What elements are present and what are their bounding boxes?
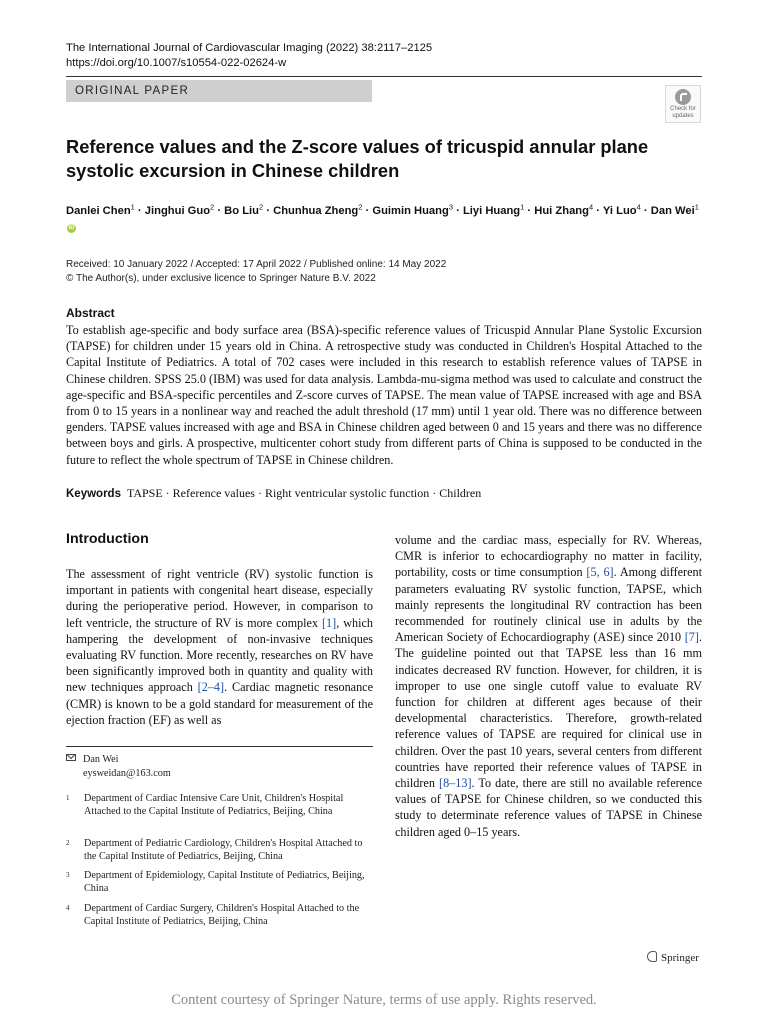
- keywords: [66, 485, 702, 502]
- paper-title: Reference values and the Z-score values of tricuspid annular plane systolic excursion in Chinese children: [66, 136, 649, 181]
- abstract-heading: Abstract: [66, 306, 115, 320]
- springer-horse-icon: [647, 951, 657, 962]
- corresponding-author: [66, 753, 171, 781]
- citation-link[interactable]: [7]: [684, 630, 699, 645]
- author-name[interactable]: Danlei Chen: [66, 205, 131, 217]
- author-list: Danlei Chen$^1$ · Jinghui Guo$^2$ · Bo Liu$^2$ · Chunhua Zheng$^2$ · Guimin Huang$^3$ · Liyi Huang$^1$ · Hui Zhang$^4$ · Yi Luo$^4$ · Dan Wei$^1$iD: [66, 202, 699, 231]
- author-affiliation-marker: 2: [210, 202, 215, 212]
- author-name[interactable]: Yi Luo: [602, 205, 637, 217]
- footnote-divider: [66, 746, 373, 747]
- citation-link[interactable]: [8–13]: [439, 776, 472, 791]
- keywords-label: Keywords: [66, 488, 121, 500]
- author-affiliation-marker: 2: [358, 202, 363, 212]
- citation-link[interactable]: [1]: [322, 615, 337, 630]
- journal-citation: The International Journal of Cardiovascular Imaging (2022) 38:2117–2125: [66, 42, 433, 54]
- envelope-icon: [66, 754, 76, 761]
- author-name[interactable]: Dan Wei: [650, 205, 695, 217]
- author-affiliation-marker: 4: [588, 202, 594, 212]
- author-affiliation-marker: 1: [520, 202, 525, 212]
- author-name[interactable]: Jinghui Guo: [144, 205, 211, 217]
- affiliation-number: 4: [66, 904, 70, 912]
- body-text: . To date, there are still no available reference values of TAPSE for Chinese children, so we conducted this study to determinate reference values of TAPSE in Chinese children aged 0–15 years.: [395, 776, 702, 839]
- author-affiliation-marker: 2: [258, 202, 264, 212]
- doi-link[interactable]: https://doi.org/10.1007/s10554-022-02624-w: [66, 56, 287, 69]
- author-name[interactable]: Hui Zhang: [534, 205, 589, 217]
- publisher-name: Springer: [661, 952, 699, 964]
- author-affiliation-marker: 1: [694, 202, 699, 212]
- author-name[interactable]: Bo Liu: [224, 205, 259, 217]
- courtesy-notice: Content courtesy of Springer Nature, terms of use apply. Rights reserved.: [171, 992, 597, 1008]
- affiliation-number: 3: [66, 871, 70, 879]
- body-text: . Cardiac magnetic resonance (CMR) is known to be a gold standard for measurement of the ejection fraction (EF) as well as: [66, 680, 373, 727]
- citation-link[interactable]: [5, 6]: [586, 565, 614, 580]
- check-for-updates-label: Check for updates: [670, 106, 696, 119]
- abstract-text: To establish age-specific and body surface area (BSA)-specific reference values of Tricuspid Annular Plane Systolic Excursion (TAPSE) for children under 15 years old in China. A retrospective study was conducted in Children's Hospital Attached to the Capital Institute of Pediatrics. A total of 702 cases were included in this research to establish reference values of TAPSE in Chinese children. SPSS 25.0 (IBM) was used for data analysis. Lambda-mu-sigma method was used to calculate and construct the age-specific and BSA-specific percentiles and Z-score curves of TAPSE. The mean value of TAPSE increased with age and BSA from 0 to 15 years in a nonlinear way and reached the adult threshold (17 mm) until 1 year old. There was no difference between genders. TAPSE values increased with age and BSA in Chinese children aged between 0 and 15 years and there was no difference between boys and girls. A prospective, multicenter cohort study from different parts of China is supposed to be conducted in the future to reflect the whole spectrum of TAPSE in Chinese children.: [66, 323, 702, 467]
- orcid-icon[interactable]: iD: [68, 225, 75, 231]
- affiliation-text: Department of Pediatric Cardiology, Children's Hospital Attached to the Capital Institute of Pediatrics, Beijing, China: [84, 838, 363, 862]
- body-text: The assessment of right ventricle (RV) systolic function is important in patients with congenital heart disease, especially during the perioperative period. However, in comparison to left ventricle, the structure of RV is more complex: [66, 567, 373, 630]
- author-name[interactable]: Liyi Huang: [462, 205, 521, 217]
- keywords-text: TAPSE · Reference values · Right ventricular systolic function · Children: [126, 486, 482, 500]
- article-type-banner: ORIGINAL PAPER: [66, 80, 372, 102]
- copyright-line: © The Author(s), under exclusive licence to Springer Nature B.V. 2022: [66, 272, 376, 284]
- body-text: volume and the cardiac mass, especially for RV. Whereas, CMR is inferior to echocardiography no matter in facility, portability, costs or time consumption: [395, 533, 702, 580]
- author-affiliation-marker: 3: [448, 202, 453, 212]
- affiliation-number: 2: [66, 839, 70, 847]
- corresponding-name: Dan Wei: [83, 754, 119, 765]
- corresponding-email[interactable]: eysweidan@163.com: [83, 768, 171, 779]
- author-name[interactable]: Guimin Huang: [372, 205, 449, 217]
- body-text: , which hampering the development of non-invasive techniques evaluating RV function. More recently, researches on RV have been significantly improved both in quantity and quality with new techniques approach: [66, 615, 373, 695]
- check-for-updates-badge[interactable]: [665, 85, 701, 123]
- check-for-updates-icon: [675, 89, 691, 105]
- dates-line: Received: 10 January 2022 / Accepted: 17 April 2022 / Published online: 14 May 2022: [66, 259, 447, 270]
- author-affiliation-marker: 1: [130, 202, 135, 212]
- header-divider: [66, 76, 702, 77]
- publisher-logo[interactable]: [647, 951, 699, 964]
- journal-header: [66, 41, 432, 70]
- introduction-left-column: [66, 566, 373, 728]
- affiliation-text: Department of Cardiac Surgery, Children's Hospital Attached to the Capital Institute of Pediatrics, Beijing, China: [84, 903, 360, 927]
- affiliation-number: 1: [66, 794, 70, 802]
- body-text: . Among different parameters evaluating RV systolic function, TAPSE, which mainly represents the longitudinal RV contraction has been recommended for routinely clinical use in adults by the American Society of Echocardiography (ASE) since 2010: [395, 565, 702, 645]
- author-affiliation-marker: 4: [636, 202, 641, 212]
- publication-dates: [66, 258, 446, 285]
- citation-link[interactable]: [2–4]: [197, 680, 225, 695]
- author-name[interactable]: Chunhua Zheng: [273, 205, 359, 217]
- introduction-heading: Introduction: [66, 531, 149, 547]
- introduction-right-column: [395, 532, 702, 840]
- affiliation-text: Department of Cardiac Intensive Care Unit, Children's Hospital Attached to the Capital Institute of Pediatrics, Beijing, China: [84, 793, 344, 817]
- body-text: . The guideline pointed out that TAPSE less than 16 mm indicates decreased RV function. However, for children, it is improper to use one single cutoff value to evaluate RV function for children at different ages because of their developmental characteristics. Therefore, growth-related reference values of TAPSE are required for clinical use in children. Over the past 10 years, several centers from different countries have reported their reference values of TAPSE in children: [395, 630, 702, 791]
- affiliation-text: Department of Epidemiology, Capital Institute of Pediatrics, Beijing, China: [84, 870, 365, 894]
